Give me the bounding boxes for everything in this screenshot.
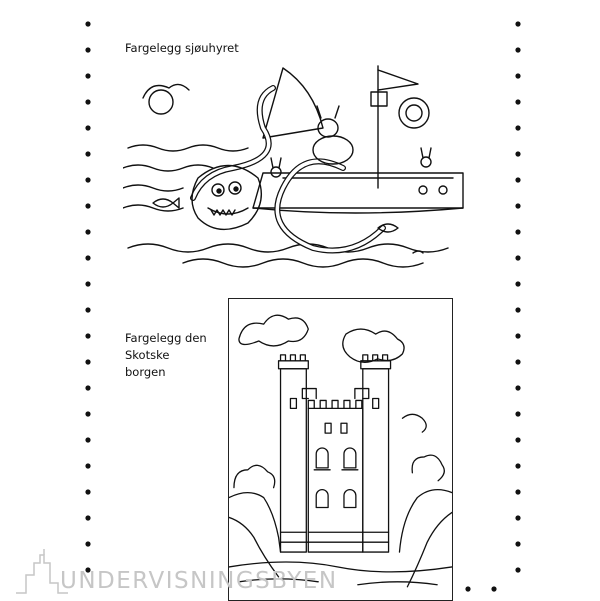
border-dot [85,463,90,468]
border-dot [515,333,520,338]
border-dot [85,125,90,130]
border-dot [515,463,520,468]
border-dot [515,541,520,546]
border-dot [85,47,90,52]
border-dot [85,99,90,104]
border-dot [515,489,520,494]
caption-line: Skotske [125,348,170,362]
watermark-text: UNDERVISNINGSBYEN [60,568,338,594]
border-dot [85,411,90,416]
border-dot [85,515,90,520]
border-dot [515,21,520,26]
border-dot [85,73,90,78]
border-dot [515,125,520,130]
border-dot [465,586,470,591]
border-dot [85,177,90,182]
border-dot [515,229,520,234]
border-dot [515,99,520,104]
sea-monster-illustration [123,58,466,276]
border-dot [515,411,520,416]
border-dot [491,586,496,591]
border-dot [515,281,520,286]
border-dot [85,229,90,234]
border-dot [85,333,90,338]
border-dot [85,489,90,494]
border-dot [515,385,520,390]
border-dot [515,359,520,364]
border-dot [515,73,520,78]
border-dot [85,255,90,260]
border-dot [85,281,90,286]
border-dot [515,515,520,520]
border-dot [85,359,90,364]
task-caption-castle [125,330,225,381]
border-dot [85,151,90,156]
border-dot [515,177,520,182]
caption-line: borgen [125,365,166,379]
task-caption-sea-monster: Fargelegg sjøuhyret [125,41,239,55]
border-dot [515,47,520,52]
border-dot [515,307,520,312]
border-dot [85,203,90,208]
border-dot [515,567,520,572]
border-dot [515,203,520,208]
border-dot [515,255,520,260]
border-dot [85,21,90,26]
border-dot [85,437,90,442]
border-dot [85,385,90,390]
border-dot [515,151,520,156]
border-dot [85,307,90,312]
border-dot [515,437,520,442]
caption-line: Fargelegg den [125,331,207,345]
